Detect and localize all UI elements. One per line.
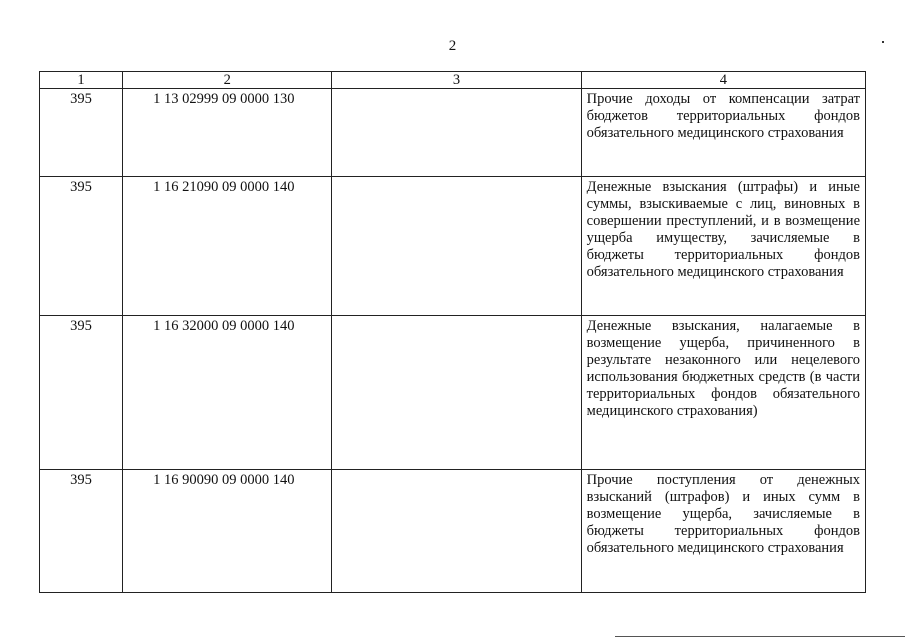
budget-code-cell: 1 13 02999 09 0000 130 bbox=[123, 89, 332, 177]
admin-code-cell: 395 bbox=[40, 470, 123, 593]
budget-codes-table bbox=[39, 71, 866, 593]
column-header-3: 3 bbox=[332, 72, 581, 89]
scan-edge-line bbox=[615, 636, 905, 637]
table-header-row bbox=[40, 72, 866, 89]
admin-code-cell: 395 bbox=[40, 177, 123, 316]
admin-code-cell: 395 bbox=[40, 89, 123, 177]
column-header-1: 1 bbox=[40, 72, 123, 89]
empty-cell bbox=[332, 316, 581, 470]
empty-cell bbox=[332, 470, 581, 593]
table-row bbox=[40, 470, 866, 593]
budget-code-cell: 1 16 32000 09 0000 140 bbox=[123, 316, 332, 470]
table-row bbox=[40, 89, 866, 177]
description-cell: Прочие поступления от денежных взысканий (штрафов) и иных сумм в возмещение ущерба, зачисляемые в бюджеты территориальных фондов обязательного медицинского страхования bbox=[581, 470, 865, 593]
scan-speck bbox=[882, 41, 884, 43]
description-cell: Денежные взыскания (штрафы) и иные суммы, взыскиваемые с лиц, виновных в совершении преступлений, и в возмещение ущерба имуществу, зачисляемые в бюджеты территориальных фондов обязательного медицинского страхования bbox=[581, 177, 865, 316]
column-header-2: 2 bbox=[123, 72, 332, 89]
table-row bbox=[40, 177, 866, 316]
admin-code-cell: 395 bbox=[40, 316, 123, 470]
table-row bbox=[40, 316, 866, 470]
budget-code-cell: 1 16 90090 09 0000 140 bbox=[123, 470, 332, 593]
empty-cell bbox=[332, 89, 581, 177]
page-number: 2 bbox=[448, 38, 457, 54]
description-cell: Прочие доходы от компенсации затрат бюджетов территориальных фондов обязательного медицинского страхования bbox=[581, 89, 865, 177]
column-header-4: 4 bbox=[581, 72, 865, 89]
budget-code-cell: 1 16 21090 09 0000 140 bbox=[123, 177, 332, 316]
empty-cell bbox=[332, 177, 581, 316]
description-cell: Денежные взыскания, налагаемые в возмещение ущерба, причиненного в результате незаконного или нецелевого использования бюджетных средств (в части территориальных фондов обязательного медицинского страхования) bbox=[581, 316, 865, 470]
